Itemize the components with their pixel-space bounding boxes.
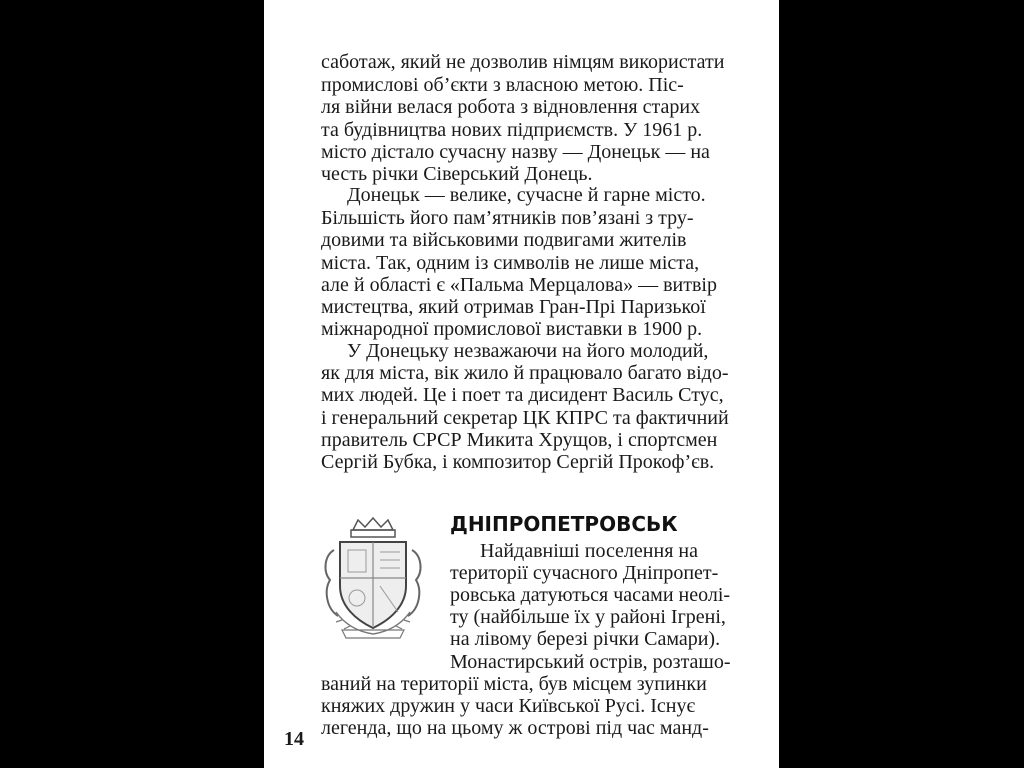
text-line: У Донецьку незважаючи на його молодий, <box>347 340 709 362</box>
page-number: 14 <box>284 728 304 750</box>
text-line: княжих дружин у часи Київської Русі. Існує <box>321 695 696 717</box>
text-line: але й області є «Пальма Мерцалова» — витвір <box>321 274 717 296</box>
text-line: ровська датуються часами неолі- <box>450 584 731 606</box>
text-line: Більшість його пам’ятників пов’язані з тру- <box>321 207 694 229</box>
text-line: на лівому березі річки Самари). <box>450 628 721 650</box>
text-line: міста. Так, одним із символів не лише міста, <box>321 252 700 274</box>
text-line: Сергій Бубка, і композитор Сергій Прокоф’єв. <box>321 451 715 473</box>
text-line: довими та військовими подвигами жителів <box>321 229 687 251</box>
text-line: ваний на території міста, був місцем зупинки <box>321 673 707 695</box>
text-line: і генеральний секретар ЦК КПРС та фактичний <box>321 407 729 429</box>
text-line: як для міста, вік жило й працювало багато відо- <box>321 362 729 384</box>
text-line: місто дістало сучасну назву — Донецьк — на <box>321 141 710 163</box>
text-line: Монастирський острів, розташо- <box>450 651 731 673</box>
coat-of-arms-icon <box>320 516 426 640</box>
text-line: та будівництва нових підприємств. У 1961 р. <box>321 119 703 141</box>
book-page <box>264 0 779 768</box>
text-line: мих людей. Це і поет та дисидент Василь Стус, <box>321 384 724 406</box>
text-line: Донецьк — велике, сучасне й гарне місто. <box>347 184 706 206</box>
section-heading: ДНІПРОПЕТРОВСЬК <box>450 512 678 536</box>
text-line: території сучасного Дніпропет- <box>450 562 719 584</box>
text-line: мистецтва, який отримав Гран-Прі Паризької <box>321 296 706 318</box>
text-line: ту (найбільше їх у районі Ігрені, <box>450 606 726 628</box>
text-line: правитель СРСР Микита Хрущов, і спортсмен <box>321 429 718 451</box>
text-line: міжнародної промислової виставки в 1900 р. <box>321 318 703 340</box>
text-line: ля війни велася робота з відновлення старих <box>321 96 701 118</box>
text-line: саботаж, який не дозволив німцям використати <box>321 51 725 73</box>
text-line: Найдавніші поселення на <box>480 540 698 562</box>
text-line: промислові об’єкти з власною метою. Піс- <box>321 74 684 96</box>
text-line: честь річки Сіверський Донець. <box>321 163 593 185</box>
text-line: легенда, що на цьому ж острові під час манд- <box>321 717 709 739</box>
